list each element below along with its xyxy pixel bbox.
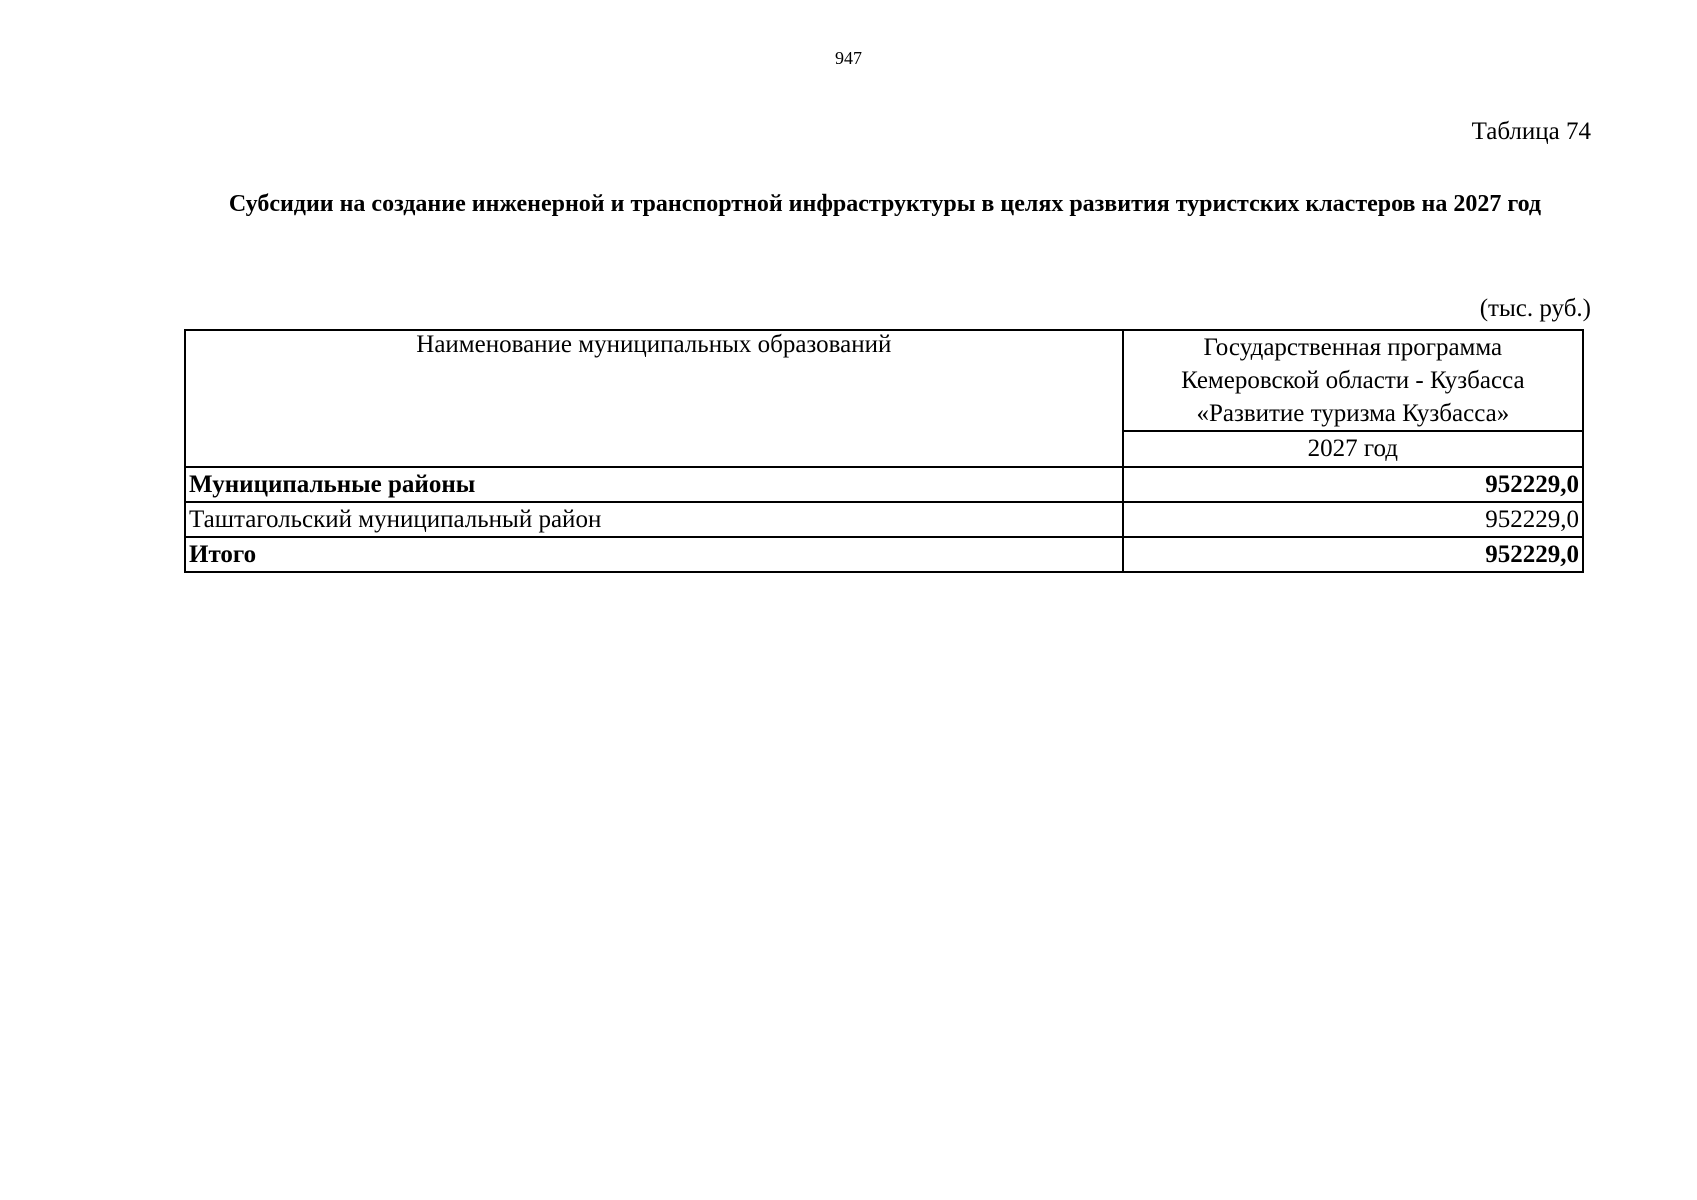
table-header-row: [185, 330, 1583, 431]
table-label: Таблица 74: [1471, 118, 1591, 145]
header-program: [1123, 330, 1583, 431]
units-label: (тыс. руб.): [1479, 295, 1591, 322]
row-name: Итого: [185, 537, 1123, 572]
row-value: 952229,0: [1123, 502, 1583, 537]
table-row-municipal-districts: [185, 467, 1583, 502]
row-value: 952229,0: [1123, 467, 1583, 502]
header-program-line3: «Развитие туризма Кузбасса»: [1196, 400, 1510, 427]
table-row-tashtagol: [185, 502, 1583, 537]
page-number: 947: [835, 48, 862, 68]
subsidy-table: [184, 329, 1584, 573]
header-municipality-name: Наименование муниципальных образований: [185, 330, 1123, 467]
row-value: 952229,0: [1123, 537, 1583, 572]
header-year: 2027 год: [1123, 431, 1583, 467]
table-row-total: [185, 537, 1583, 572]
header-program-line1: Государственная программа: [1203, 334, 1503, 361]
document-title: Субсидии на создание инженерной и транспортной инфраструктуры в целях развития туристских кластеров на 2027 год: [228, 191, 1542, 217]
row-name: Муниципальные районы: [185, 467, 1123, 502]
header-program-line2: Кемеровской области - Кузбасса: [1181, 367, 1525, 394]
row-name: Таштагольский муниципальный район: [185, 502, 1123, 537]
